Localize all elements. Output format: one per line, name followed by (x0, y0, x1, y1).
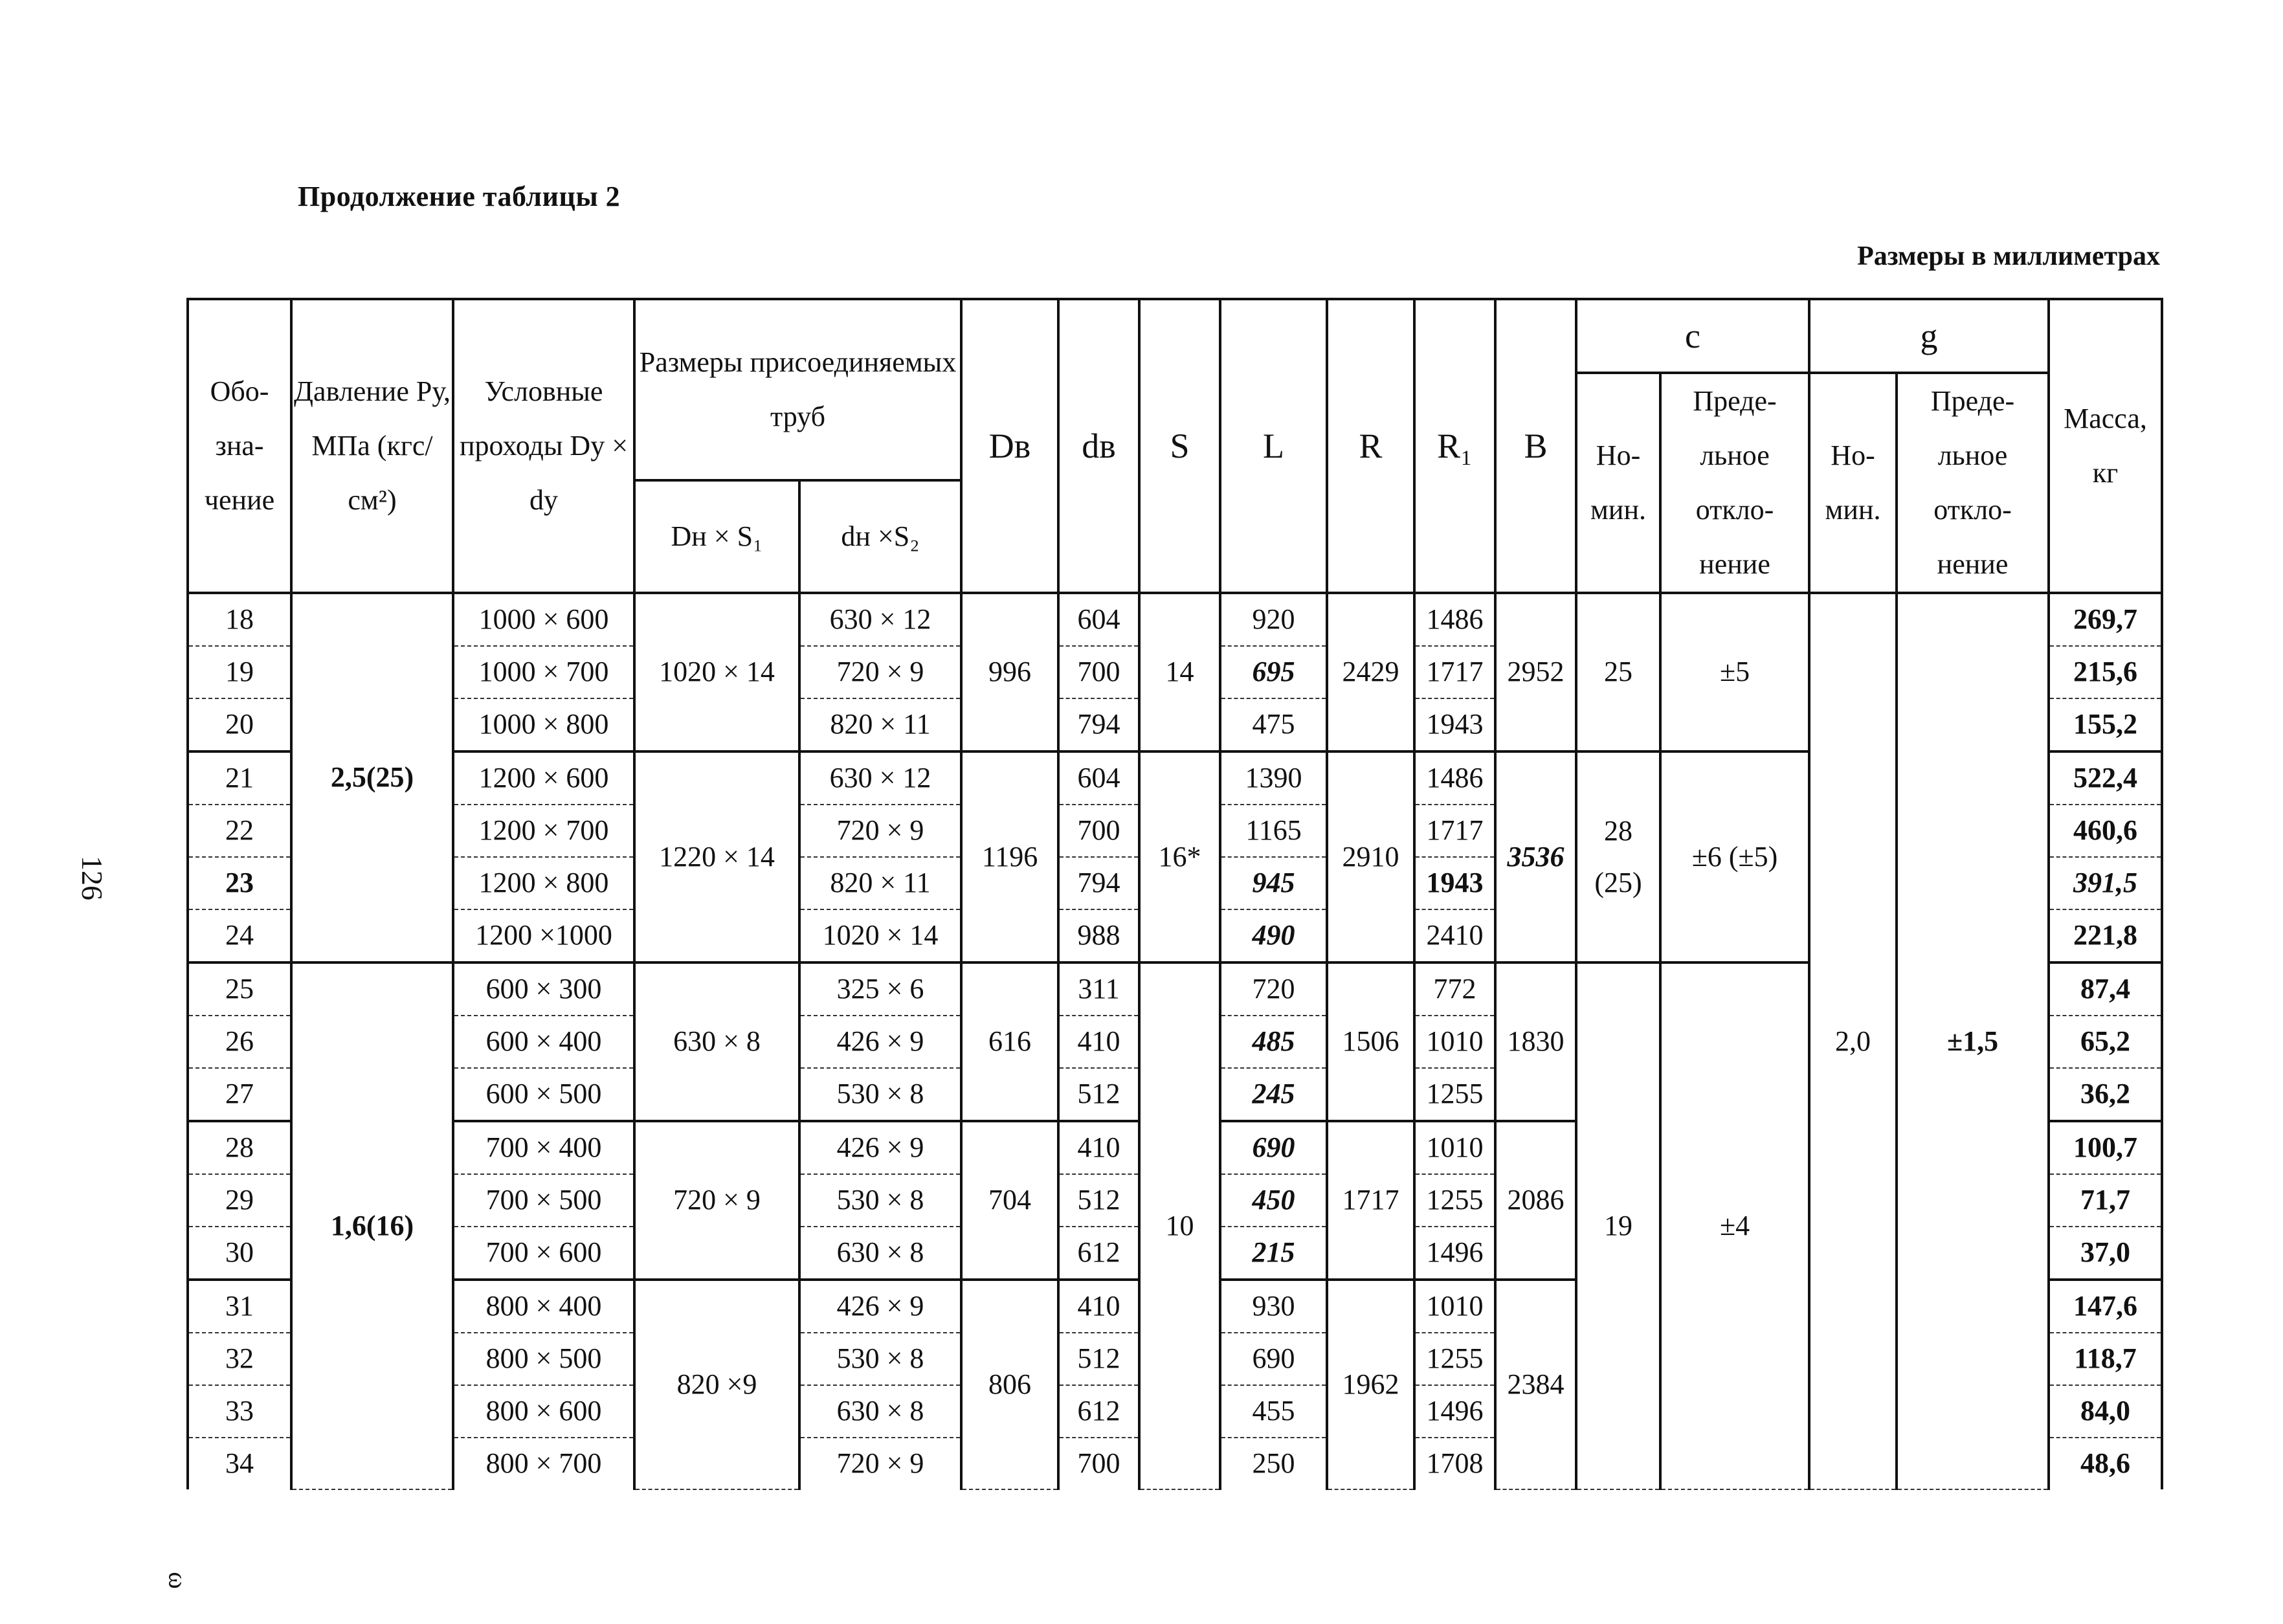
cell-L: 245 (1220, 1068, 1327, 1121)
cell-R1: 1010 (1414, 1121, 1495, 1174)
cell-passage: 800 × 600 (453, 1385, 634, 1438)
cell-dv: 700 (1058, 805, 1139, 857)
cell-pipe-Dn: 630 × 8 (634, 962, 799, 1121)
cell-pipe-dn: 630 × 12 (799, 593, 961, 646)
cell-passage: 800 × 400 (453, 1280, 634, 1333)
cell-mass: 215,6 (2049, 646, 2162, 698)
cell-passage: 600 × 400 (453, 1016, 634, 1068)
cell-pipe-dn: 820 × 11 (799, 698, 961, 751)
header-pressure: Давление Ру, МПа (кгс/см²) (291, 299, 453, 593)
cell-designation: 33 (188, 1385, 291, 1438)
cell-B: 3536 (1495, 751, 1576, 962)
cell-passage: 700 × 600 (453, 1227, 634, 1280)
cell-L: 1390 (1220, 751, 1327, 805)
cell-L: 920 (1220, 593, 1327, 646)
cell-L: 930 (1220, 1280, 1327, 1333)
cell-L: 690 (1220, 1333, 1327, 1385)
cell-passage: 700 × 500 (453, 1174, 634, 1227)
cell-L: 490 (1220, 909, 1327, 962)
cell-passage: 800 × 500 (453, 1333, 634, 1385)
cell-L: 215 (1220, 1227, 1327, 1280)
cell-R1: 1708 (1414, 1438, 1495, 1489)
cell-c-nom: 19 (1576, 962, 1660, 1489)
cell-passage: 1200 × 800 (453, 857, 634, 909)
header-pipe-Dn: Dн × S₁ (634, 480, 799, 593)
cell-pipe-dn: 720 × 9 (799, 646, 961, 698)
cell-L: 485 (1220, 1016, 1327, 1068)
cell-pressure: 1,6(16) (291, 962, 453, 1489)
cell-designation: 30 (188, 1227, 291, 1280)
cell-S: 14 (1139, 593, 1220, 751)
cell-mass: 147,6 (2049, 1280, 2162, 1333)
cell-R1: 1486 (1414, 751, 1495, 805)
dimensions-table (186, 298, 2163, 1490)
header-c-nom: Но- мин. (1576, 373, 1660, 593)
header-pipes: Размеры присоединяемых труб (634, 299, 961, 480)
cell-mass: 221,8 (2049, 909, 2162, 962)
cell-pipe-dn: 530 × 8 (799, 1174, 961, 1227)
header-B: B (1495, 299, 1576, 593)
cell-R: 2429 (1327, 593, 1414, 751)
cell-mass: 84,0 (2049, 1385, 2162, 1438)
cell-passage: 700 × 400 (453, 1121, 634, 1174)
cell-dv: 311 (1058, 962, 1139, 1016)
cell-L: 455 (1220, 1385, 1327, 1438)
cell-Dv: 616 (961, 962, 1058, 1121)
cell-R1: 1010 (1414, 1016, 1495, 1068)
cell-pipe-dn: 426 × 9 (799, 1280, 961, 1333)
cell-R1: 1717 (1414, 805, 1495, 857)
cell-designation: 28 (188, 1121, 291, 1174)
cell-R1: 1496 (1414, 1385, 1495, 1438)
cell-mass: 269,7 (2049, 593, 2162, 646)
cell-pipe-Dn: 1020 × 14 (634, 593, 799, 751)
cell-dv: 512 (1058, 1333, 1139, 1385)
page-mark: ω (163, 1572, 193, 1589)
cell-pipe-Dn: 820 ×9 (634, 1280, 799, 1489)
cell-R: 1506 (1327, 962, 1414, 1121)
header-L: L (1220, 299, 1327, 593)
cell-R1: 1717 (1414, 646, 1495, 698)
cell-R1: 1486 (1414, 593, 1495, 646)
cell-B: 2384 (1495, 1280, 1576, 1489)
cell-L: 695 (1220, 646, 1327, 698)
cell-designation: 27 (188, 1068, 291, 1121)
cell-L: 1165 (1220, 805, 1327, 857)
cell-g-dev: ±1,5 (1897, 593, 2049, 1489)
header-mass: Масса, кг (2049, 299, 2162, 593)
cell-designation: 31 (188, 1280, 291, 1333)
cell-designation: 22 (188, 805, 291, 857)
cell-dv: 604 (1058, 593, 1139, 646)
cell-dv: 700 (1058, 646, 1139, 698)
cell-dv: 512 (1058, 1068, 1139, 1121)
header-pipe-dn: dн ×S₂ (799, 480, 961, 593)
cell-designation: 20 (188, 698, 291, 751)
header-R: R (1327, 299, 1414, 593)
cell-L: 720 (1220, 962, 1327, 1016)
cell-designation: 19 (188, 646, 291, 698)
cell-dv: 604 (1058, 751, 1139, 805)
cell-mass: 71,7 (2049, 1174, 2162, 1227)
cell-R1: 1943 (1414, 857, 1495, 909)
cell-pipe-dn: 530 × 8 (799, 1333, 961, 1385)
cell-pipe-Dn: 1220 × 14 (634, 751, 799, 962)
cell-R1: 772 (1414, 962, 1495, 1016)
cell-B: 2952 (1495, 593, 1576, 751)
page-number: 126 (76, 856, 109, 900)
cell-passage: 1200 × 600 (453, 751, 634, 805)
cell-mass: 36,2 (2049, 1068, 2162, 1121)
cell-L: 475 (1220, 698, 1327, 751)
cell-c-dev: ±6 (±5) (1660, 751, 1809, 962)
table-row (188, 593, 2162, 646)
cell-mass: 65,2 (2049, 1016, 2162, 1068)
cell-c-nom: 28 (25) (1576, 751, 1660, 962)
header-passages: Условные проходы Dу × dу (453, 299, 634, 593)
cell-dv: 988 (1058, 909, 1139, 962)
cell-passage: 600 × 300 (453, 962, 634, 1016)
cell-designation: 23 (188, 857, 291, 909)
cell-c-dev: ±5 (1660, 593, 1809, 751)
cell-R1: 1496 (1414, 1227, 1495, 1280)
cell-S: 10 (1139, 962, 1220, 1489)
cell-pipe-dn: 1020 × 14 (799, 909, 961, 962)
cell-dv: 794 (1058, 857, 1139, 909)
cell-pipe-Dn: 720 × 9 (634, 1121, 799, 1280)
cell-mass: 155,2 (2049, 698, 2162, 751)
cell-L: 690 (1220, 1121, 1327, 1174)
header-Dv: Dв (961, 299, 1058, 593)
cell-R: 1717 (1327, 1121, 1414, 1280)
header-g: g (1809, 299, 2049, 373)
cell-pipe-dn: 630 × 8 (799, 1227, 961, 1280)
cell-pressure: 2,5(25) (291, 593, 453, 962)
cell-designation: 29 (188, 1174, 291, 1227)
header-c-dev: Преде- льное откло- нение (1660, 373, 1809, 593)
cell-pipe-dn: 820 × 11 (799, 857, 961, 909)
table-caption: Продолжение таблицы 2 (298, 181, 621, 212)
cell-c-nom: 25 (1576, 593, 1660, 751)
cell-pipe-dn: 720 × 9 (799, 805, 961, 857)
cell-R: 1962 (1327, 1280, 1414, 1489)
cell-passage: 1200 × 700 (453, 805, 634, 857)
cell-designation: 26 (188, 1016, 291, 1068)
cell-L: 945 (1220, 857, 1327, 909)
cell-mass: 391,5 (2049, 857, 2162, 909)
cell-R1: 2410 (1414, 909, 1495, 962)
cell-B: 2086 (1495, 1121, 1576, 1280)
cell-passage: 1200 ×1000 (453, 909, 634, 962)
cell-dv: 410 (1058, 1016, 1139, 1068)
header-g-nom: Но- мин. (1809, 373, 1897, 593)
cell-pipe-dn: 720 × 9 (799, 1438, 961, 1489)
cell-passage: 600 × 500 (453, 1068, 634, 1121)
cell-pipe-dn: 630 × 12 (799, 751, 961, 805)
cell-Dv: 1196 (961, 751, 1058, 962)
cell-passage: 1000 × 700 (453, 646, 634, 698)
cell-dv: 700 (1058, 1438, 1139, 1489)
cell-dv: 794 (1058, 698, 1139, 751)
cell-designation: 25 (188, 962, 291, 1016)
header-dv: dв (1058, 299, 1139, 593)
cell-mass: 48,6 (2049, 1438, 2162, 1489)
cell-designation: 24 (188, 909, 291, 962)
cell-R1: 1255 (1414, 1333, 1495, 1385)
cell-pipe-dn: 530 × 8 (799, 1068, 961, 1121)
cell-pipe-dn: 630 × 8 (799, 1385, 961, 1438)
cell-R1: 1943 (1414, 698, 1495, 751)
cell-dv: 512 (1058, 1174, 1139, 1227)
cell-pipe-dn: 426 × 9 (799, 1016, 961, 1068)
cell-passage: 1000 × 600 (453, 593, 634, 646)
cell-designation: 32 (188, 1333, 291, 1385)
cell-R1: 1255 (1414, 1174, 1495, 1227)
cell-mass: 37,0 (2049, 1227, 2162, 1280)
cell-mass: 118,7 (2049, 1333, 2162, 1385)
cell-B: 1830 (1495, 962, 1576, 1121)
cell-Dv: 806 (961, 1280, 1058, 1489)
cell-Dv: 996 (961, 593, 1058, 751)
cell-g-nom: 2,0 (1809, 593, 1897, 1489)
cell-c-dev: ±4 (1660, 962, 1809, 1489)
cell-R: 2910 (1327, 751, 1414, 962)
header-c: c (1576, 299, 1809, 373)
cell-dv: 612 (1058, 1227, 1139, 1280)
cell-L: 250 (1220, 1438, 1327, 1489)
header-S: S (1139, 299, 1220, 593)
cell-mass: 460,6 (2049, 805, 2162, 857)
cell-passage: 800 × 700 (453, 1438, 634, 1489)
cell-dv: 612 (1058, 1385, 1139, 1438)
cell-pipe-dn: 426 × 9 (799, 1121, 961, 1174)
header-designation: Обо- зна- чение (188, 299, 291, 593)
header-R1: R₁ (1414, 299, 1495, 593)
cell-L: 450 (1220, 1174, 1327, 1227)
cell-mass: 522,4 (2049, 751, 2162, 805)
cell-designation: 18 (188, 593, 291, 646)
cell-dv: 410 (1058, 1121, 1139, 1174)
cell-R1: 1255 (1414, 1068, 1495, 1121)
cell-mass: 87,4 (2049, 962, 2162, 1016)
header-g-dev: Преде- льное откло- нение (1897, 373, 2049, 593)
cell-designation: 21 (188, 751, 291, 805)
cell-pipe-dn: 325 × 6 (799, 962, 961, 1016)
cell-R1: 1010 (1414, 1280, 1495, 1333)
cell-Dv: 704 (961, 1121, 1058, 1280)
cell-passage: 1000 × 800 (453, 698, 634, 751)
cell-mass: 100,7 (2049, 1121, 2162, 1174)
cell-designation: 34 (188, 1438, 291, 1489)
cell-dv: 410 (1058, 1280, 1139, 1333)
cell-S: 16* (1139, 751, 1220, 962)
units-note: Размеры в миллиметрах (1857, 241, 2160, 271)
